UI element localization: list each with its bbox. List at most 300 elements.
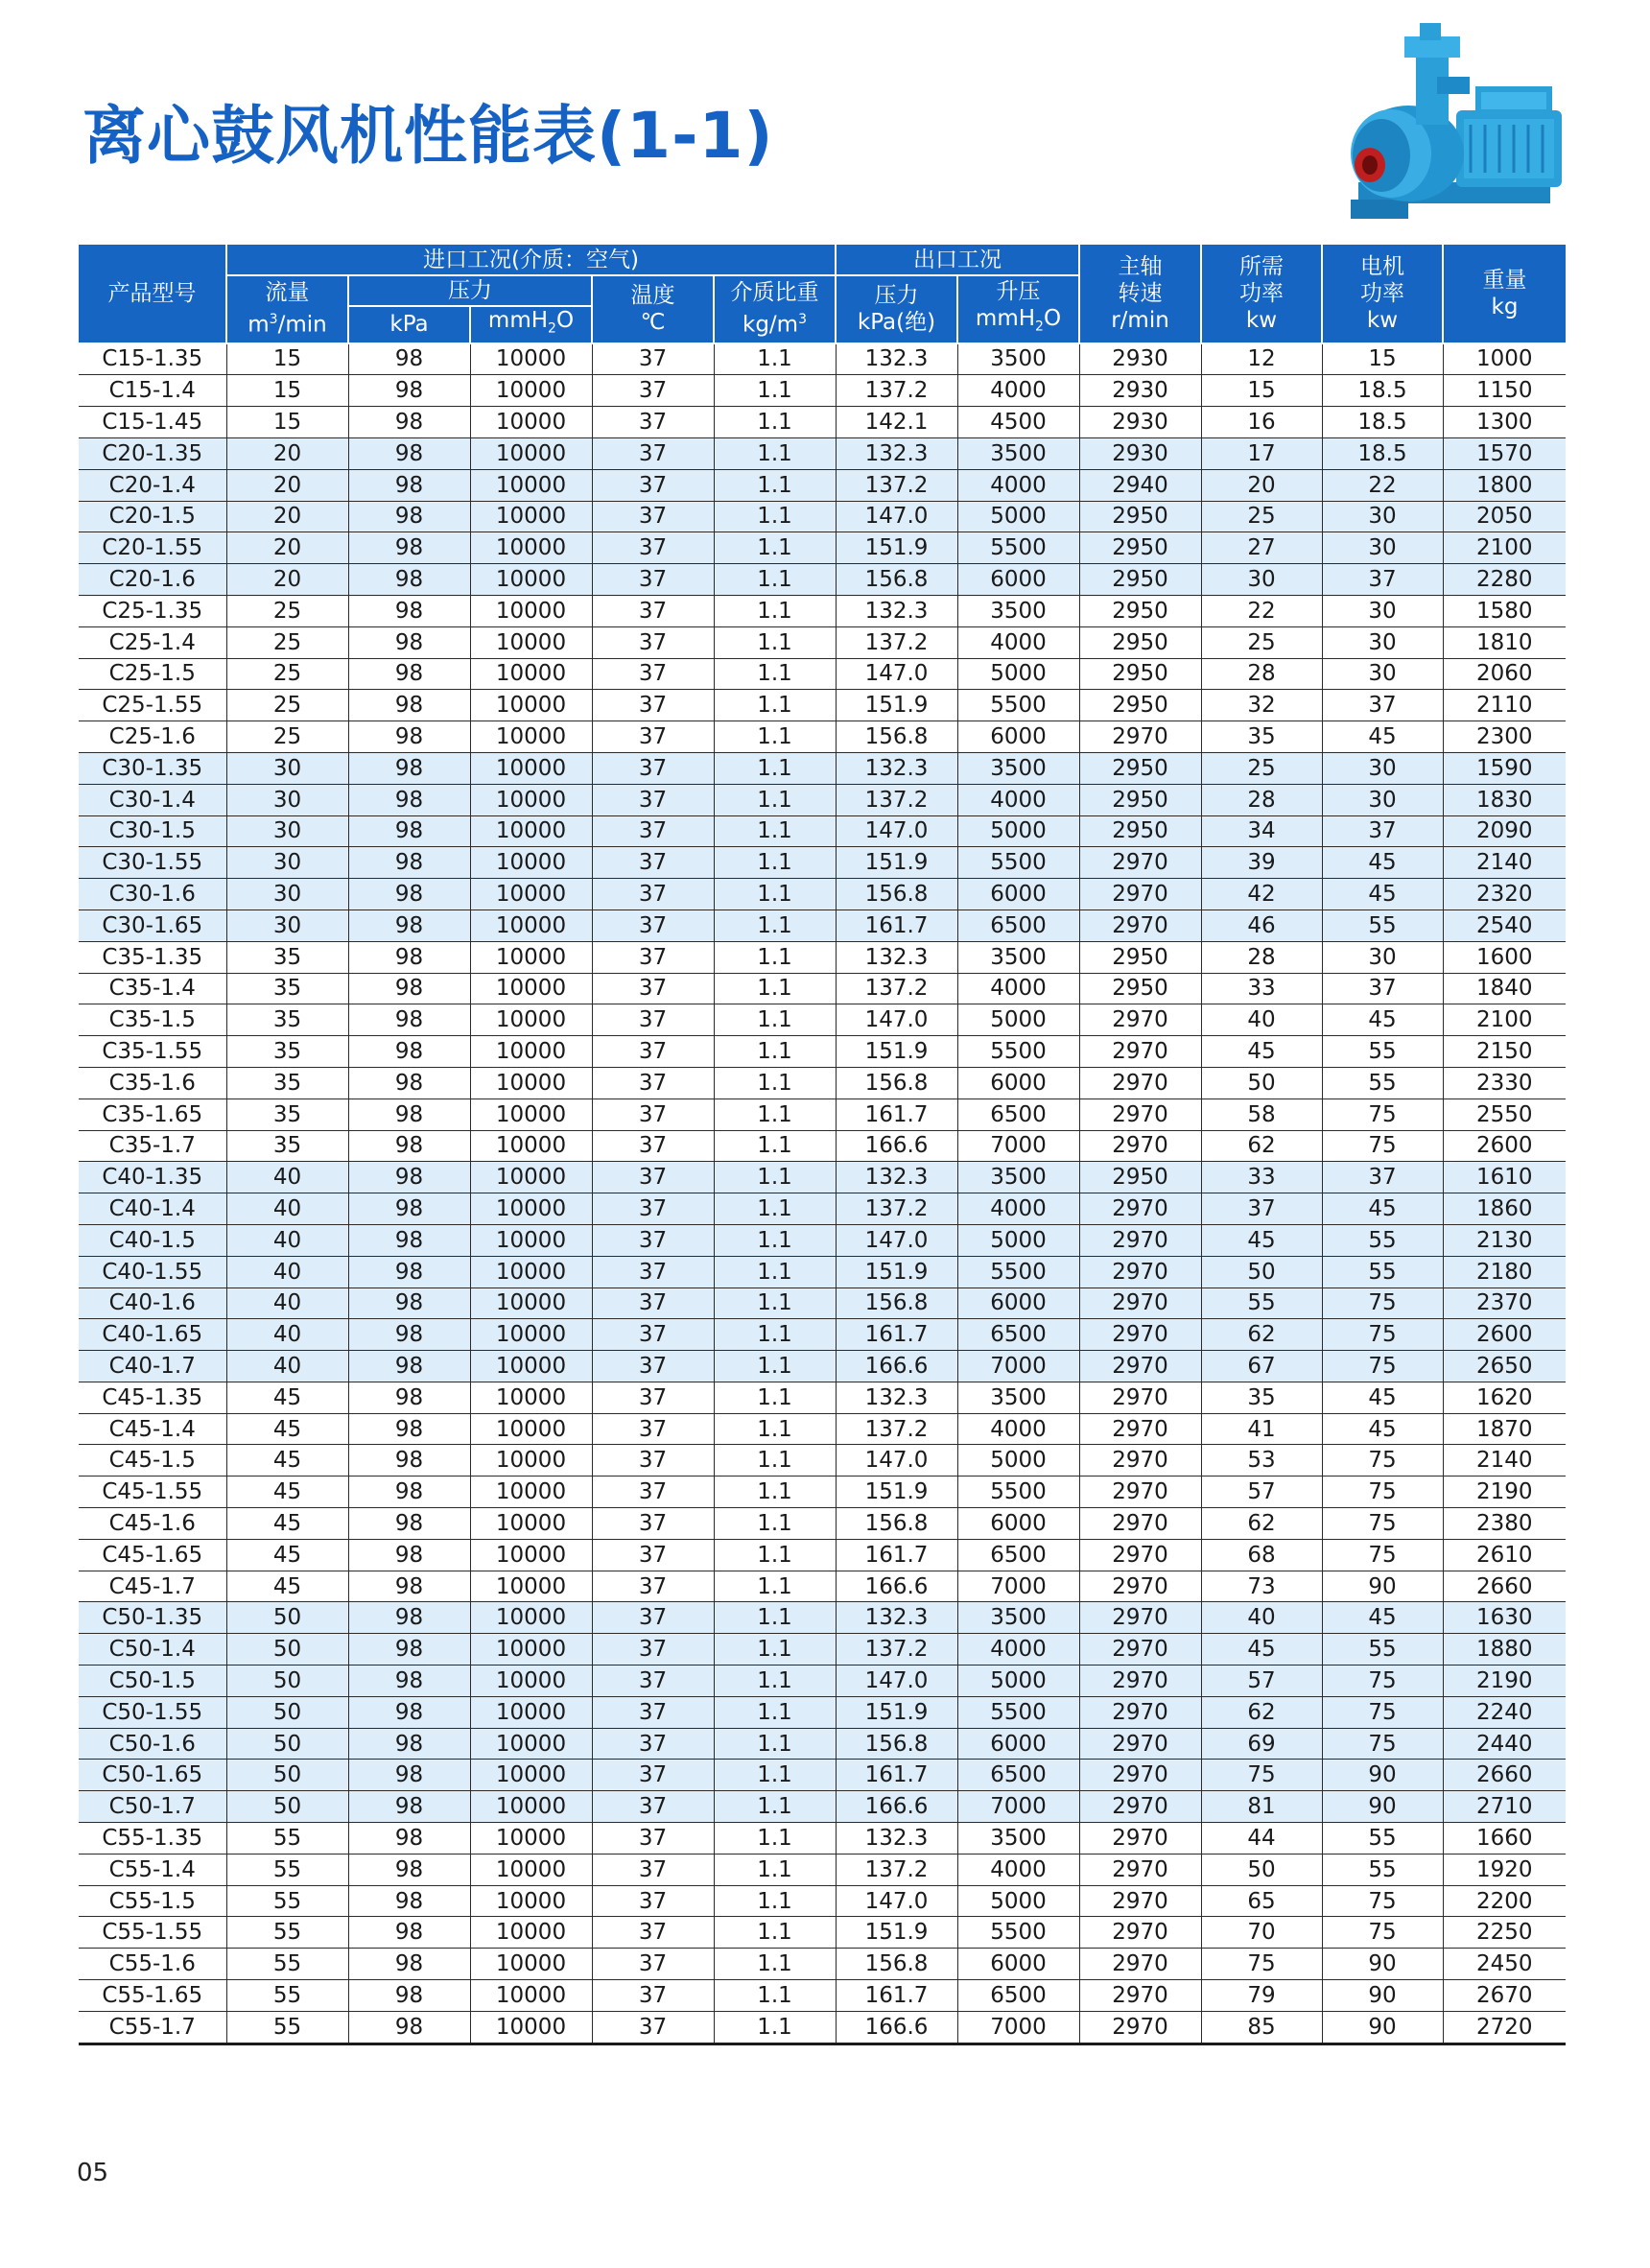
cell-temperature: 37 — [592, 375, 714, 407]
cell-inlet-kpa: 98 — [348, 2011, 470, 2044]
cell-inlet-mmh2o: 10000 — [470, 1319, 592, 1351]
cell-motor-power: 45 — [1322, 1193, 1443, 1225]
cell-inlet-kpa: 98 — [348, 407, 470, 438]
cell-flow: 25 — [226, 658, 348, 690]
cell-required-power: 44 — [1201, 1823, 1322, 1855]
cell-density: 1.1 — [714, 595, 836, 626]
cell-temperature: 37 — [592, 1508, 714, 1540]
cell-weight: 2330 — [1443, 1067, 1566, 1099]
cell-required-power: 37 — [1201, 1193, 1322, 1225]
cell-speed: 2950 — [1079, 784, 1201, 815]
cell-speed: 2970 — [1079, 1130, 1201, 1162]
header-kpa: kPa — [348, 306, 470, 343]
cell-inlet-mmh2o: 10000 — [470, 595, 592, 626]
cell-model: C40-1.55 — [79, 1256, 226, 1288]
cell-density: 1.1 — [714, 437, 836, 469]
cell-inlet-mmh2o: 10000 — [470, 1980, 592, 2012]
cell-temperature: 37 — [592, 1319, 714, 1351]
cell-inlet-mmh2o: 10000 — [470, 1193, 592, 1225]
cell-weight: 1830 — [1443, 784, 1566, 815]
cell-density: 1.1 — [714, 1854, 836, 1885]
cell-model: C40-1.4 — [79, 1193, 226, 1225]
header-weight: 重量 kg — [1443, 245, 1566, 343]
cell-boost-mmh2o: 4500 — [957, 407, 1079, 438]
cell-required-power: 33 — [1201, 973, 1322, 1004]
cell-weight: 2450 — [1443, 1949, 1566, 1980]
cell-outlet-kpa: 166.6 — [836, 1571, 957, 1602]
cell-inlet-mmh2o: 10000 — [470, 375, 592, 407]
cell-flow: 45 — [226, 1413, 348, 1445]
header-required-power: 所需 功率 kw — [1201, 245, 1322, 343]
cell-outlet-kpa: 161.7 — [836, 1539, 957, 1571]
cell-weight: 2050 — [1443, 501, 1566, 532]
cell-density: 1.1 — [714, 941, 836, 973]
cell-boost-mmh2o: 3500 — [957, 1382, 1079, 1413]
cell-motor-power: 45 — [1322, 1004, 1443, 1036]
cell-outlet-kpa: 132.3 — [836, 1602, 957, 1634]
cell-flow: 20 — [226, 501, 348, 532]
cell-density: 1.1 — [714, 1477, 836, 1508]
cell-required-power: 45 — [1201, 1634, 1322, 1666]
cell-motor-power: 75 — [1322, 1130, 1443, 1162]
table-row — [79, 879, 1566, 910]
cell-inlet-kpa: 98 — [348, 469, 470, 501]
cell-required-power: 35 — [1201, 1382, 1322, 1413]
cell-model: C45-1.6 — [79, 1508, 226, 1540]
cell-flow: 40 — [226, 1288, 348, 1319]
cell-temperature: 37 — [592, 1067, 714, 1099]
table-row — [79, 1382, 1566, 1413]
cell-model: C55-1.4 — [79, 1854, 226, 1885]
table-row — [79, 815, 1566, 847]
cell-speed: 2970 — [1079, 1980, 1201, 2012]
cell-inlet-kpa: 98 — [348, 1477, 470, 1508]
cell-motor-power: 75 — [1322, 1351, 1443, 1382]
cell-required-power: 35 — [1201, 721, 1322, 753]
cell-motor-power: 18.5 — [1322, 437, 1443, 469]
cell-flow: 45 — [226, 1445, 348, 1477]
cell-motor-power: 45 — [1322, 847, 1443, 879]
header-speed: 主轴 转速 r/min — [1079, 245, 1201, 343]
centrifugal-blower-machine-image — [1341, 19, 1571, 238]
cell-model: C40-1.7 — [79, 1351, 226, 1382]
cell-density: 1.1 — [714, 375, 836, 407]
cell-density: 1.1 — [714, 1036, 836, 1068]
cell-density: 1.1 — [714, 1571, 836, 1602]
cell-flow: 55 — [226, 2011, 348, 2044]
cell-motor-power: 45 — [1322, 1602, 1443, 1634]
cell-required-power: 62 — [1201, 1696, 1322, 1728]
cell-motor-power: 45 — [1322, 1382, 1443, 1413]
cell-outlet-kpa: 137.2 — [836, 973, 957, 1004]
cell-weight: 1570 — [1443, 437, 1566, 469]
cell-inlet-mmh2o: 10000 — [470, 1256, 592, 1288]
cell-boost-mmh2o: 6500 — [957, 1980, 1079, 2012]
cell-density: 1.1 — [714, 2011, 836, 2044]
cell-motor-power: 37 — [1322, 973, 1443, 1004]
cell-model: C35-1.65 — [79, 1099, 226, 1130]
cell-model: C35-1.7 — [79, 1130, 226, 1162]
cell-motor-power: 75 — [1322, 1319, 1443, 1351]
cell-density: 1.1 — [714, 469, 836, 501]
cell-required-power: 32 — [1201, 690, 1322, 721]
cell-speed: 2970 — [1079, 1477, 1201, 1508]
cell-outlet-kpa: 151.9 — [836, 690, 957, 721]
table-row — [79, 343, 1566, 375]
cell-speed: 2970 — [1079, 1445, 1201, 1477]
cell-speed: 2970 — [1079, 1666, 1201, 1697]
cell-inlet-kpa: 98 — [348, 1539, 470, 1571]
cell-outlet-kpa: 166.6 — [836, 2011, 957, 2044]
cell-temperature: 37 — [592, 437, 714, 469]
cell-inlet-mmh2o: 10000 — [470, 437, 592, 469]
cell-outlet-kpa: 132.3 — [836, 595, 957, 626]
cell-inlet-mmh2o: 10000 — [470, 1854, 592, 1885]
cell-motor-power: 55 — [1322, 1854, 1443, 1885]
header-motor-power: 电机 功率 kw — [1322, 245, 1443, 343]
cell-weight: 1810 — [1443, 626, 1566, 658]
cell-inlet-kpa: 98 — [348, 1382, 470, 1413]
cell-inlet-mmh2o: 10000 — [470, 1634, 592, 1666]
cell-speed: 2930 — [1079, 437, 1201, 469]
cell-required-power: 22 — [1201, 595, 1322, 626]
cell-weight: 1630 — [1443, 1602, 1566, 1634]
cell-flow: 15 — [226, 407, 348, 438]
cell-boost-mmh2o: 3500 — [957, 1162, 1079, 1193]
cell-weight: 2180 — [1443, 1256, 1566, 1288]
cell-density: 1.1 — [714, 1508, 836, 1540]
cell-speed: 2970 — [1079, 1728, 1201, 1760]
cell-inlet-mmh2o: 10000 — [470, 1791, 592, 1823]
table-row — [79, 1193, 1566, 1225]
cell-boost-mmh2o: 5000 — [957, 1224, 1079, 1256]
cell-weight: 1300 — [1443, 407, 1566, 438]
cell-model: C30-1.35 — [79, 752, 226, 784]
cell-outlet-kpa: 147.0 — [836, 1445, 957, 1477]
cell-motor-power: 45 — [1322, 721, 1443, 753]
cell-temperature: 37 — [592, 595, 714, 626]
cell-required-power: 25 — [1201, 626, 1322, 658]
cell-motor-power: 30 — [1322, 752, 1443, 784]
table-row — [79, 784, 1566, 815]
cell-flow: 30 — [226, 847, 348, 879]
cell-inlet-kpa: 98 — [348, 910, 470, 941]
cell-density: 1.1 — [714, 1980, 836, 2012]
cell-weight: 2140 — [1443, 1445, 1566, 1477]
cell-model: C25-1.55 — [79, 690, 226, 721]
cell-flow: 45 — [226, 1508, 348, 1540]
cell-boost-mmh2o: 3500 — [957, 595, 1079, 626]
cell-outlet-kpa: 166.6 — [836, 1130, 957, 1162]
table-row — [79, 1288, 1566, 1319]
cell-temperature: 37 — [592, 501, 714, 532]
cell-boost-mmh2o: 5000 — [957, 1666, 1079, 1697]
cell-motor-power: 90 — [1322, 2011, 1443, 2044]
cell-inlet-mmh2o: 10000 — [470, 1602, 592, 1634]
cell-inlet-kpa: 98 — [348, 1696, 470, 1728]
cell-outlet-kpa: 137.2 — [836, 1854, 957, 1885]
cell-flow: 55 — [226, 1823, 348, 1855]
cell-inlet-mmh2o: 10000 — [470, 1571, 592, 1602]
table-row — [79, 437, 1566, 469]
cell-required-power: 50 — [1201, 1256, 1322, 1288]
cell-required-power: 28 — [1201, 658, 1322, 690]
cell-flow: 40 — [226, 1193, 348, 1225]
cell-outlet-kpa: 161.7 — [836, 910, 957, 941]
cell-weight: 1600 — [1443, 941, 1566, 973]
cell-inlet-kpa: 98 — [348, 1634, 470, 1666]
cell-model: C45-1.55 — [79, 1477, 226, 1508]
cell-weight: 2240 — [1443, 1696, 1566, 1728]
cell-outlet-kpa: 161.7 — [836, 1760, 957, 1791]
table-row — [79, 1760, 1566, 1791]
cell-weight: 1620 — [1443, 1382, 1566, 1413]
cell-required-power: 62 — [1201, 1319, 1322, 1351]
cell-inlet-kpa: 98 — [348, 1602, 470, 1634]
cell-flow: 50 — [226, 1760, 348, 1791]
cell-boost-mmh2o: 5000 — [957, 501, 1079, 532]
table-row — [79, 658, 1566, 690]
cell-inlet-mmh2o: 10000 — [470, 784, 592, 815]
cell-required-power: 68 — [1201, 1539, 1322, 1571]
table-row — [79, 1130, 1566, 1162]
cell-boost-mmh2o: 3500 — [957, 1602, 1079, 1634]
cell-model: C40-1.6 — [79, 1288, 226, 1319]
cell-flow: 25 — [226, 721, 348, 753]
cell-motor-power: 75 — [1322, 1477, 1443, 1508]
cell-inlet-mmh2o: 10000 — [470, 1413, 592, 1445]
cell-temperature: 37 — [592, 1696, 714, 1728]
cell-required-power: 30 — [1201, 564, 1322, 596]
cell-speed: 2930 — [1079, 375, 1201, 407]
cell-temperature: 37 — [592, 532, 714, 564]
cell-inlet-mmh2o: 10000 — [470, 1036, 592, 1068]
cell-speed: 2970 — [1079, 1256, 1201, 1288]
cell-outlet-kpa: 147.0 — [836, 1666, 957, 1697]
cell-boost-mmh2o: 6500 — [957, 1539, 1079, 1571]
cell-inlet-mmh2o: 10000 — [470, 690, 592, 721]
cell-boost-mmh2o: 6000 — [957, 1508, 1079, 1540]
cell-inlet-mmh2o: 10000 — [470, 469, 592, 501]
cell-flow: 30 — [226, 752, 348, 784]
cell-weight: 2280 — [1443, 564, 1566, 596]
cell-density: 1.1 — [714, 1791, 836, 1823]
cell-model: C50-1.7 — [79, 1791, 226, 1823]
cell-inlet-mmh2o: 10000 — [470, 847, 592, 879]
cell-inlet-kpa: 98 — [348, 1351, 470, 1382]
cell-model: C45-1.5 — [79, 1445, 226, 1477]
cell-outlet-kpa: 132.3 — [836, 752, 957, 784]
table-row — [79, 752, 1566, 784]
cell-temperature: 37 — [592, 1634, 714, 1666]
cell-inlet-mmh2o: 10000 — [470, 1130, 592, 1162]
cell-inlet-kpa: 98 — [348, 1508, 470, 1540]
cell-model: C55-1.55 — [79, 1917, 226, 1949]
cell-speed: 2970 — [1079, 1067, 1201, 1099]
cell-motor-power: 30 — [1322, 501, 1443, 532]
cell-motor-power: 75 — [1322, 1445, 1443, 1477]
cell-speed: 2970 — [1079, 1760, 1201, 1791]
cell-inlet-kpa: 98 — [348, 626, 470, 658]
cell-required-power: 25 — [1201, 501, 1322, 532]
cell-model: C15-1.45 — [79, 407, 226, 438]
cell-boost-mmh2o: 4000 — [957, 469, 1079, 501]
header-density: 介质比重 $kg/m^3$ — [714, 275, 836, 343]
cell-motor-power: 15 — [1322, 343, 1443, 375]
cell-boost-mmh2o: 5500 — [957, 532, 1079, 564]
cell-required-power: 65 — [1201, 1885, 1322, 1917]
cell-temperature: 37 — [592, 1539, 714, 1571]
cell-inlet-kpa: 98 — [348, 1728, 470, 1760]
cell-motor-power: 45 — [1322, 879, 1443, 910]
cell-required-power: 55 — [1201, 1288, 1322, 1319]
cell-inlet-mmh2o: 10000 — [470, 501, 592, 532]
header-outlet-group: 出口工况 — [836, 245, 1079, 275]
table-row — [79, 1539, 1566, 1571]
cell-motor-power: 75 — [1322, 1728, 1443, 1760]
cell-motor-power: 55 — [1322, 1256, 1443, 1288]
cell-outlet-kpa: 132.3 — [836, 343, 957, 375]
cell-inlet-kpa: 98 — [348, 1917, 470, 1949]
cell-outlet-kpa: 147.0 — [836, 1885, 957, 1917]
cell-motor-power: 75 — [1322, 1508, 1443, 1540]
cell-boost-mmh2o: 5000 — [957, 815, 1079, 847]
cell-model: C50-1.35 — [79, 1602, 226, 1634]
cell-inlet-mmh2o: 10000 — [470, 658, 592, 690]
cell-density: 1.1 — [714, 1885, 836, 1917]
header-flow: 流量 $m^3/\min$ — [226, 275, 348, 343]
cell-boost-mmh2o: 6000 — [957, 1067, 1079, 1099]
cell-model: C15-1.4 — [79, 375, 226, 407]
table-row — [79, 847, 1566, 879]
cell-required-power: 57 — [1201, 1666, 1322, 1697]
cell-inlet-kpa: 98 — [348, 595, 470, 626]
cell-inlet-kpa: 98 — [348, 1980, 470, 2012]
table-row — [79, 1602, 1566, 1634]
cell-boost-mmh2o: 3500 — [957, 343, 1079, 375]
cell-boost-mmh2o: 5500 — [957, 1036, 1079, 1068]
table-row — [79, 1508, 1566, 1540]
cell-density: 1.1 — [714, 343, 836, 375]
cell-required-power: 46 — [1201, 910, 1322, 941]
table-row — [79, 626, 1566, 658]
cell-density: 1.1 — [714, 1949, 836, 1980]
cell-temperature: 37 — [592, 658, 714, 690]
cell-flow: 45 — [226, 1571, 348, 1602]
cell-boost-mmh2o: 6000 — [957, 879, 1079, 910]
cell-weight: 1660 — [1443, 1823, 1566, 1855]
cell-speed: 2950 — [1079, 501, 1201, 532]
cell-temperature: 37 — [592, 1413, 714, 1445]
cell-density: 1.1 — [714, 1256, 836, 1288]
cell-speed: 2950 — [1079, 595, 1201, 626]
cell-motor-power: 37 — [1322, 815, 1443, 847]
cell-boost-mmh2o: 3500 — [957, 437, 1079, 469]
cell-motor-power: 90 — [1322, 1980, 1443, 2012]
cell-outlet-kpa: 147.0 — [836, 1004, 957, 1036]
cell-inlet-kpa: 98 — [348, 1256, 470, 1288]
cell-flow: 50 — [226, 1728, 348, 1760]
cell-flow: 40 — [226, 1319, 348, 1351]
cell-temperature: 37 — [592, 1917, 714, 1949]
cell-flow: 15 — [226, 343, 348, 375]
cell-flow: 35 — [226, 1004, 348, 1036]
cell-boost-mmh2o: 4000 — [957, 1413, 1079, 1445]
cell-inlet-mmh2o: 10000 — [470, 626, 592, 658]
cell-inlet-kpa: 98 — [348, 1099, 470, 1130]
cell-model: C50-1.4 — [79, 1634, 226, 1666]
cell-inlet-mmh2o: 10000 — [470, 1728, 592, 1760]
cell-required-power: 16 — [1201, 407, 1322, 438]
cell-required-power: 62 — [1201, 1130, 1322, 1162]
cell-speed: 2950 — [1079, 626, 1201, 658]
cell-flow: 45 — [226, 1539, 348, 1571]
cell-flow: 55 — [226, 1885, 348, 1917]
cell-motor-power: 55 — [1322, 1634, 1443, 1666]
cell-boost-mmh2o: 5500 — [957, 1256, 1079, 1288]
cell-speed: 2970 — [1079, 2011, 1201, 2044]
cell-weight: 2100 — [1443, 532, 1566, 564]
cell-model: C50-1.65 — [79, 1760, 226, 1791]
cell-inlet-kpa: 98 — [348, 343, 470, 375]
table-row — [79, 501, 1566, 532]
cell-outlet-kpa: 137.2 — [836, 375, 957, 407]
cell-motor-power: 55 — [1322, 1067, 1443, 1099]
performance-table-body — [79, 343, 1566, 2044]
cell-inlet-mmh2o: 10000 — [470, 1539, 592, 1571]
cell-boost-mmh2o: 7000 — [957, 1130, 1079, 1162]
cell-boost-mmh2o: 5000 — [957, 658, 1079, 690]
cell-outlet-kpa: 156.8 — [836, 721, 957, 753]
cell-motor-power: 30 — [1322, 532, 1443, 564]
cell-density: 1.1 — [714, 1193, 836, 1225]
cell-density: 1.1 — [714, 532, 836, 564]
cell-boost-mmh2o: 5500 — [957, 1696, 1079, 1728]
cell-temperature: 37 — [592, 721, 714, 753]
cell-required-power: 67 — [1201, 1351, 1322, 1382]
cell-temperature: 37 — [592, 1666, 714, 1697]
cell-weight: 2670 — [1443, 1980, 1566, 2012]
cell-density: 1.1 — [714, 1696, 836, 1728]
cell-boost-mmh2o: 7000 — [957, 1571, 1079, 1602]
cell-required-power: 20 — [1201, 469, 1322, 501]
cell-flow: 30 — [226, 910, 348, 941]
cell-model: C55-1.5 — [79, 1885, 226, 1917]
cell-temperature: 37 — [592, 784, 714, 815]
cell-inlet-kpa: 98 — [348, 879, 470, 910]
cell-temperature: 37 — [592, 564, 714, 596]
cell-boost-mmh2o: 5000 — [957, 1004, 1079, 1036]
cell-density: 1.1 — [714, 1224, 836, 1256]
cell-temperature: 37 — [592, 1193, 714, 1225]
cell-weight: 1870 — [1443, 1413, 1566, 1445]
cell-flow: 35 — [226, 973, 348, 1004]
cell-inlet-mmh2o: 10000 — [470, 407, 592, 438]
cell-flow: 30 — [226, 784, 348, 815]
cell-boost-mmh2o: 5500 — [957, 1917, 1079, 1949]
cell-density: 1.1 — [714, 1539, 836, 1571]
cell-weight: 2660 — [1443, 1571, 1566, 1602]
cell-boost-mmh2o: 6500 — [957, 1760, 1079, 1791]
cell-required-power: 57 — [1201, 1477, 1322, 1508]
table-row — [79, 1445, 1566, 1477]
cell-speed: 2970 — [1079, 1539, 1201, 1571]
cell-boost-mmh2o: 6500 — [957, 910, 1079, 941]
cell-speed: 2930 — [1079, 343, 1201, 375]
table-row — [79, 532, 1566, 564]
cell-required-power: 79 — [1201, 1980, 1322, 2012]
cell-speed: 2970 — [1079, 1004, 1201, 1036]
